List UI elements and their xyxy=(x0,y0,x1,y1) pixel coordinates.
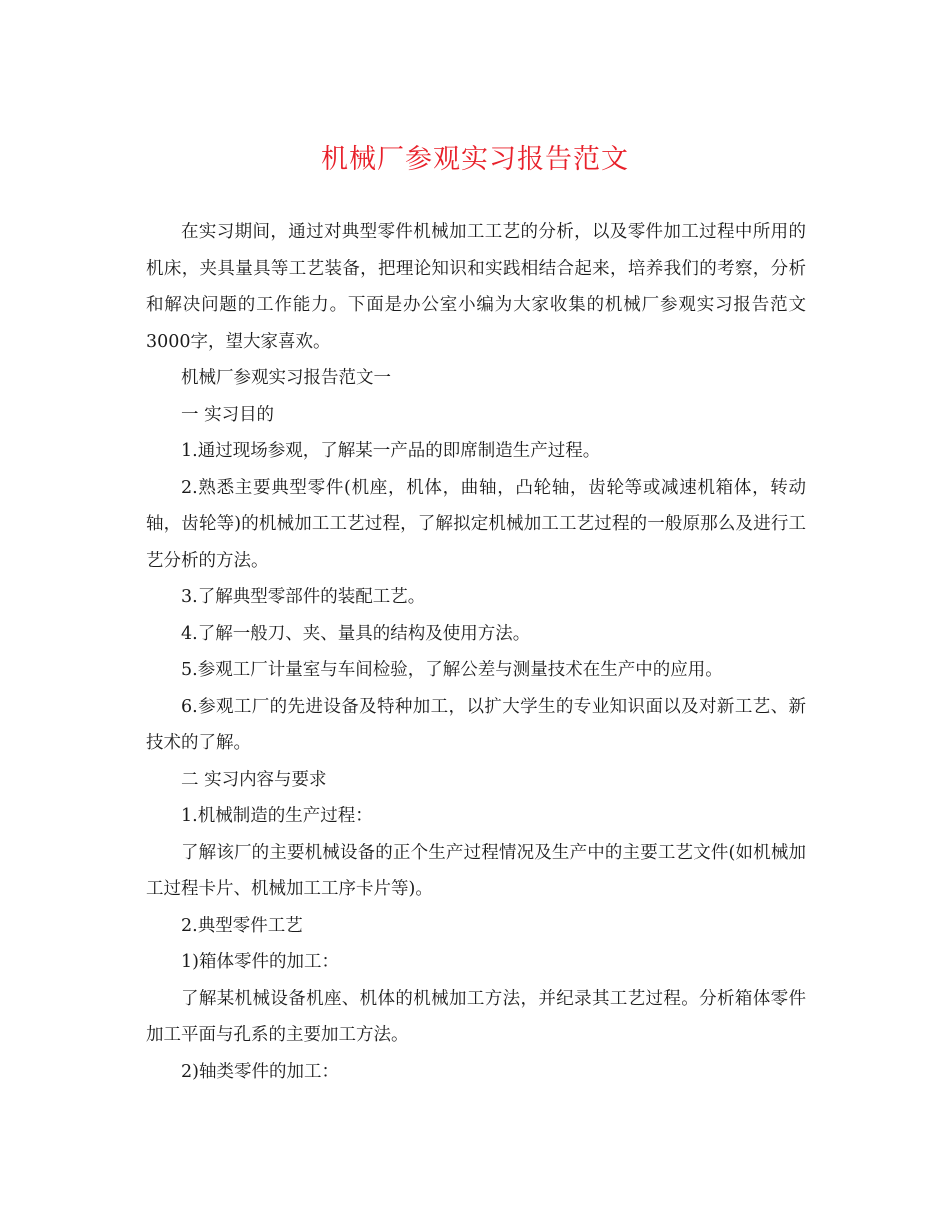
content-subitem-2: 2)轴类零件的加工： xyxy=(181,1061,339,1082)
section-heading-purpose: 一 实习目的 xyxy=(181,404,275,425)
purpose-item-2: 2.熟悉主要典型零件(机座，机体，曲轴，凸轮轴，齿轮等或减速机箱体，转动轴，齿轮等)的机械加工工艺过程，了解拟定机械加工工艺过程的一般原那么及进行工艺分析的方法。 xyxy=(146,477,806,571)
paragraph-intro: 在实习期间，通过对典型零件机械加工工艺的分析，以及零件加工过程中所用的机床，夹具量具等工艺装备，把理论知识和实践相结合起来，培养我们的考察，分析和解决问题的工作能力。下面是办公室小编为大家收集的机械厂参观实习报告范文3000字，望大家喜欢。 xyxy=(146,222,806,352)
document-title: 机械厂参观实习报告范文 xyxy=(321,144,629,175)
purpose-item-3: 3.了解典型零部件的装配工艺。 xyxy=(181,587,426,607)
content-item-1-desc: 了解该厂的主要机械设备的正个生产过程情况及生产中的主要工艺文件(如机械加工过程卡片、机械加工工序卡片等)。 xyxy=(146,842,806,899)
paragraph-report-heading: 机械厂参观实习报告范文一 xyxy=(181,368,391,388)
purpose-item-4: 4.了解一般刀、夹、量具的结构及使用方法。 xyxy=(181,623,531,644)
purpose-item-1: 1.通过现场参观，了解某一产品的即席制造生产过程。 xyxy=(181,441,601,461)
content-item-1: 1.机械制造的生产过程： xyxy=(181,806,373,826)
section-heading-content: 二 实习内容与要求 xyxy=(181,769,327,790)
purpose-item-6: 6.参观工厂的先进设备及特种加工，以扩大学生的专业知识面以及对新工艺、新技术的了解。 xyxy=(146,696,806,753)
content-item-2: 2.典型零件工艺 xyxy=(181,915,303,936)
purpose-item-5: 5.参观工厂计量室与车间检验，了解公差与测量技术在生产中的应用。 xyxy=(181,660,723,680)
content-subitem-1-desc: 了解某机械设备机座、机体的机械加工方法，并纪录其工艺过程。分析箱体零件加工平面与孔系的主要加工方法。 xyxy=(146,988,806,1045)
document-body xyxy=(146,214,806,1090)
content-subitem-1: 1)箱体零件的加工： xyxy=(181,952,339,972)
